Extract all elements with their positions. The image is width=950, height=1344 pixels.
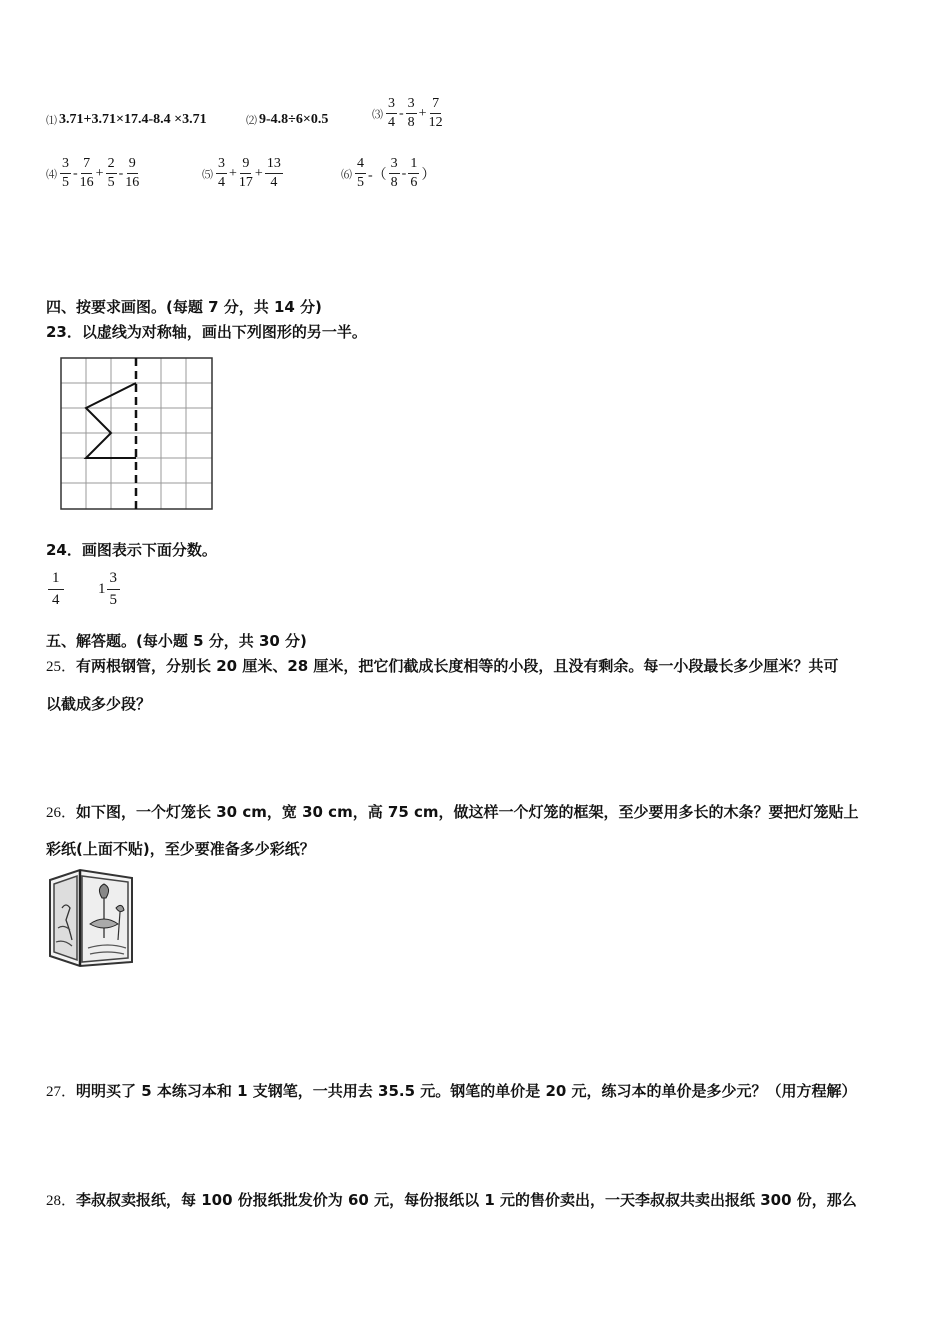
question-25: 25．有两根钢管，分别长 20 厘米、28 厘米，把它们截成长度相等的小段，且没有剩余。每一小段最长多少厘米？共可 [46, 657, 839, 675]
fraction: $\frac{3}{8}$ [407, 96, 415, 130]
operator: ） [421, 167, 436, 183]
operator: + [418, 105, 427, 121]
fraction-one-quarter: $\frac{1}{4}$ [47, 571, 65, 608]
fraction: $\frac{4}{5}$ [357, 156, 364, 190]
item-number: ⑴ [46, 115, 57, 127]
item-number: ⑷ [46, 168, 57, 181]
question-27: 27．明明买了 5 本练习本和 1 支钢笔，一共用去 35.5 元。钢笔的单价是 20 元，练习本的单价是多少元？（用方程解） [46, 1082, 857, 1100]
operator: + [229, 165, 237, 181]
question-28: 28．李叔叔卖报纸，每 100 份报纸批发价为 60 元，每份报纸以 1 元的售价卖出，一天李叔叔共卖出报纸 300 份，那么 [46, 1191, 857, 1209]
fraction: $\frac{1}{6}$ [410, 156, 418, 190]
fraction: $\frac{9}{16}$ [125, 156, 140, 190]
question-24: 24．画图表示下面分数。 [46, 541, 217, 559]
question-23: 23．以虚线为对称轴，画出下列图形的另一半。 [46, 323, 367, 341]
fraction: $\frac{7}{16}$ [79, 156, 94, 190]
operator: - [73, 165, 78, 181]
item-number: ⑵ [246, 115, 257, 127]
operator: - [401, 165, 407, 181]
calc-item-5 [202, 157, 284, 190]
fraction: $\frac{3}{4}$ [218, 156, 225, 190]
symmetry-grid-figure [58, 355, 216, 513]
section-4-heading: 四、按要求画图。(每题 7 分，共 14 分) [46, 298, 322, 316]
calc-item-3 [372, 97, 444, 130]
section-5-heading: 五、解答题。(每小题 5 分，共 30 分) [46, 632, 307, 650]
fraction: $\frac{13}{4}$ [266, 156, 281, 190]
fraction: $\frac{3}{8}$ [390, 156, 398, 190]
question-25-line2: 以截成多少段？ [46, 695, 152, 713]
item-number: ⑹ [341, 168, 352, 181]
calc-item-6 [341, 157, 436, 190]
calc-item-1 [46, 112, 207, 128]
item-number: ⑸ [202, 168, 213, 181]
calc-item-2 [246, 112, 328, 128]
fraction: $\frac{2}{5}$ [107, 156, 115, 190]
operator: -（ [368, 167, 387, 183]
calc-item-4 [46, 157, 140, 190]
item-number: ⑶ [372, 108, 383, 121]
expression: 9-4.8÷6×0.5 [259, 112, 329, 127]
fraction: $\frac{7}{12}$ [428, 96, 443, 130]
operator: - [118, 165, 124, 181]
fraction: $\frac{9}{17}$ [238, 156, 253, 190]
operator: + [254, 165, 263, 181]
mixed-number: 1 $\frac{3}{5}$ [98, 571, 121, 608]
expression: 3.71+3.71×17.4-8.4 ×3.71 [59, 112, 207, 127]
operator: + [95, 165, 104, 181]
question-26-line2: 彩纸(上面不贴)，至少要准备多少彩纸？ [46, 840, 315, 858]
question-26: 26．如下图，一个灯笼长 30 cm，宽 30 cm，高 75 cm，做这样一个灯笼的框架，至少要用多长的木条？要把灯笼贴上 [46, 803, 859, 821]
lantern-image [44, 868, 134, 968]
fraction: $\frac{3}{4}$ [388, 96, 395, 130]
fraction: $\frac{3}{5}$ [62, 156, 69, 190]
operator: - [399, 105, 404, 121]
